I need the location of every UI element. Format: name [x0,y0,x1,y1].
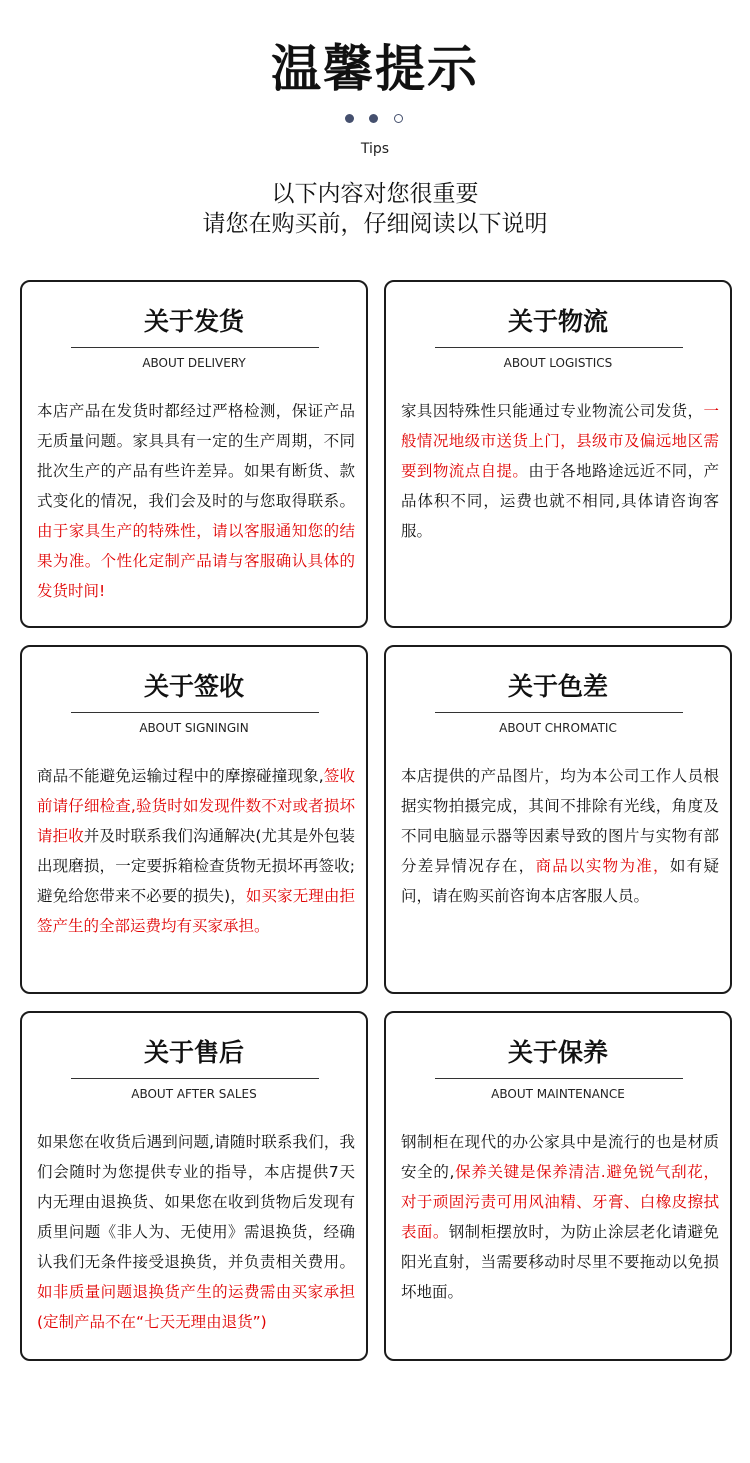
body-text: 家具因特殊性只能通过专业物流公司发货， [401,402,704,420]
body-text: 钢制柜摆放时，为防止涂层老化请避免阳光直射，当需要移动时尽里不要拖动以免损坏地面。 [401,1223,719,1301]
card-chromatic [384,645,732,994]
title-divider [435,347,683,348]
highlight-text: 由于家具生产的特殊性，请以客服通知您的结果为准。个性化定制产品请与客服确认具体的发货时间! [37,522,355,600]
body-text: 钢制柜在现代的办公家具中是流行的也是材质安全的, [401,1133,719,1181]
highlight-text: 如非质量问题退换货产生的运费需由买家承担 (定制产品不在“七天无理由退货”) [37,1283,355,1331]
dot-icon [369,114,378,123]
highlight-text: 如买家无理由拒签产生的全部运费均有买家承担。 [37,887,355,935]
body-text: 并及时联系我们沟通解决(尤其是外包装出现磨损，一定要拆箱检查货物无损坏再签收;避免给您带来不必要的损失)， [37,827,355,905]
title-divider [435,1078,683,1079]
card-body [37,396,355,606]
body-text: 如有疑问，请在购买前咨询本店客服人员。 [401,857,719,905]
card-maintenance [384,1011,732,1361]
title-divider [71,712,319,713]
highlight-text: 保养关键是保养清洁.避免锐气刮花，对于顽固污责可用风油精、牙膏、白橡皮擦拭表面。 [401,1163,719,1241]
title-divider [435,712,683,713]
tips-label: Tips [360,141,390,157]
card-after-sales [20,1011,368,1361]
card-logistics [384,280,732,628]
subtitle-line-2: 请您在购买前，仔细阅读以下说明 [202,211,548,237]
highlight-text: 一般情况地级市送货上门，县级市及偏远地区需要到物流点自提。 [401,402,719,480]
card-body [401,396,719,546]
body-text: 如果您在收货后遇到问题,请随时联系我们，我们会随时为您提供专业的指导，本店提供7天内无理由退换货、如果您在收到货物后发现有质里问题《非人为、无使用》需退换货，经确认我们无条件接受退换货，并负责相关费用。 [37,1133,355,1271]
card-subtitle: ABOUT LOGISTICS [503,356,613,370]
body-text: 商品不能避免运输过程中的摩擦碰撞现象, [37,767,324,785]
card-title: 关于售后 [143,1038,244,1067]
card-subtitle: ABOUT AFTER SALES [131,1087,257,1101]
card-title: 关于保养 [507,1038,608,1067]
card-title: 关于物流 [507,307,608,336]
page-title: 温馨提示 [271,40,479,98]
card-body [401,1127,719,1307]
card-body [401,761,719,911]
body-text: 由于各地路途远近不同，产品体积不同，运费也就不相同,具体请咨询客服。 [401,462,719,540]
card-signing [20,645,368,994]
card-subtitle: ABOUT MAINTENANCE [491,1087,625,1101]
body-text: 本店提供的产品图片，均为本公司工作人员根据实物拍摄完成，其间不排除有光线，角度及不同电脑显示器等因素导致的图片与实物有部分差异情况存在， [401,767,719,875]
title-divider [71,1078,319,1079]
title-divider [71,347,319,348]
highlight-text: 签收前请仔细检查,验货时如发现件数不对或者损坏请拒收 [37,767,355,845]
card-title: 关于色差 [507,672,608,701]
card-body [37,761,355,941]
body-text: 本店产品在发货时都经过严格检测，保证产品无质量问题。家具具有一定的生产周期，不同批次生产的产品有些许差异。如果有断货、款式变化的情况，我们会及时的与您取得联系。 [37,402,355,510]
card-subtitle: ABOUT SIGNINGIN [139,721,249,735]
highlight-text: 商品以实物为准， [535,857,670,875]
card-subtitle: ABOUT DELIVERY [142,356,246,370]
card-body [37,1127,355,1337]
card-title: 关于发货 [143,307,244,336]
dot-outline-icon [394,114,403,123]
dots-divider [344,114,406,124]
card-delivery [20,280,368,628]
dot-icon [345,114,354,123]
card-subtitle: ABOUT CHROMATIC [499,721,617,735]
subtitle-line-1: 以下内容对您很重要 [271,181,479,207]
card-title: 关于签收 [143,672,244,701]
